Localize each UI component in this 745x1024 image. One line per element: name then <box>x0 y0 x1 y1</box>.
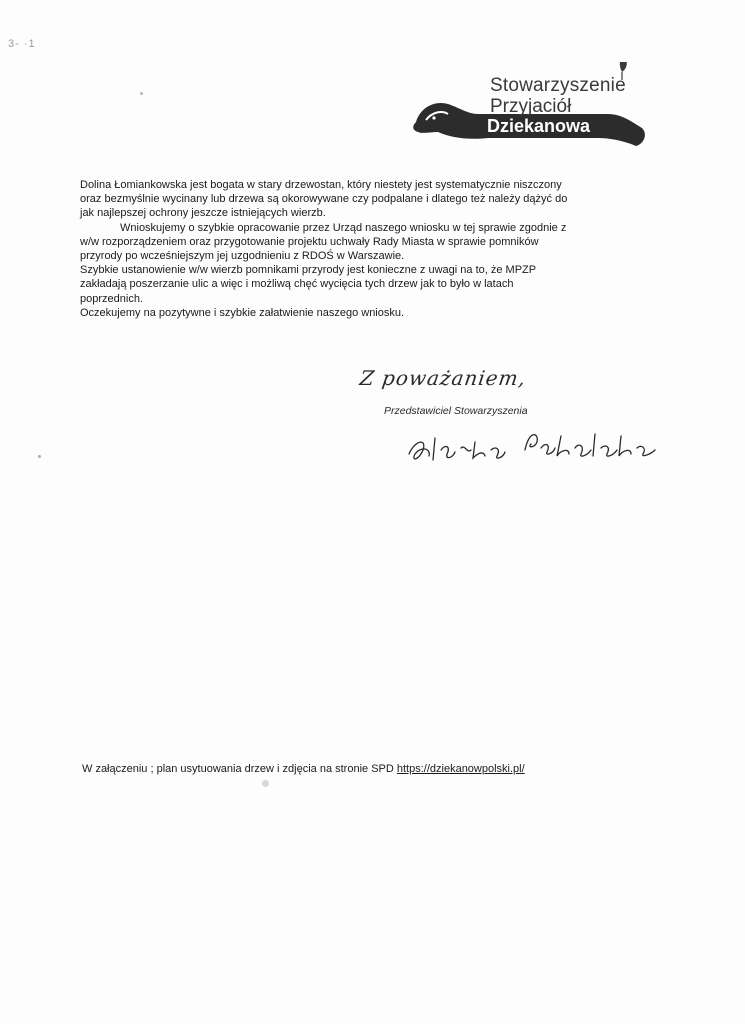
paragraph-line: jak najlepszej ochrony jeszcze istniejących wierzb. <box>80 207 326 220</box>
letter-body <box>80 178 620 320</box>
leaf-icon <box>620 62 627 72</box>
scan-speck <box>38 455 41 458</box>
attachment-text: W załączeniu ; plan usytuowania drzew i zdjęcia na stronie SPD <box>82 763 397 775</box>
paragraph-line: Szybkie ustanowienie w/w wierzb pomnikami przyrody jest konieczne z uwagi na to, że MPZP <box>80 264 537 277</box>
logo-text-line3: Dziekanowa <box>487 116 591 136</box>
attachment-note <box>82 763 525 775</box>
paragraph-line: Wnioskujemy o szybkie opracowanie przez Urząd naszego wniosku w tej sprawie zgodnie z <box>120 221 567 234</box>
handwritten-signature <box>405 424 675 474</box>
scan-speck <box>140 92 143 95</box>
paragraph-line: w/w rozporządzeniem oraz przygotowanie projektu uchwały Rady Miasta w sprawie pomników <box>80 235 539 248</box>
association-logo <box>408 62 653 162</box>
logo-text-line1: Stowarzyszenie <box>490 75 626 96</box>
scan-speck <box>262 780 269 787</box>
signature-scribble <box>405 424 675 474</box>
signature-greeting: Z poważaniem, <box>358 366 528 390</box>
paragraph-line: oraz bezmyślnie wycinany lub drzewa są okorowywane czy podpalane i dlatego też należy dążyć do <box>80 193 568 206</box>
paragraph-line: przyrody po wcześniejszym jej uzgodnieniu z RDOŚ w Warszawie. <box>80 250 405 263</box>
paragraph-line: Oczekujemy na pozytywne i szybkie załatwienie naszego wniosku. <box>80 306 405 319</box>
paragraph-line: Dolina Łomiankowska jest bogata w stary drzewostan, który niestety jest systematycznie niszczony <box>80 179 562 191</box>
paragraph-line: poprzednich. <box>80 292 143 305</box>
website-link[interactable]: https://dziekanowpolski.pl/ <box>396 763 525 775</box>
paragraph-line: zakładają poszerzanie ulic a więc i możliwą chęć wycięcia tych drzew jak to było w latach <box>80 278 514 291</box>
logo-text-line2: Przyjaciół <box>490 96 572 117</box>
corner-mark: 3- ·1 <box>8 38 36 50</box>
signatory-title: Przedstawiciel Stowarzyszenia <box>384 405 528 417</box>
